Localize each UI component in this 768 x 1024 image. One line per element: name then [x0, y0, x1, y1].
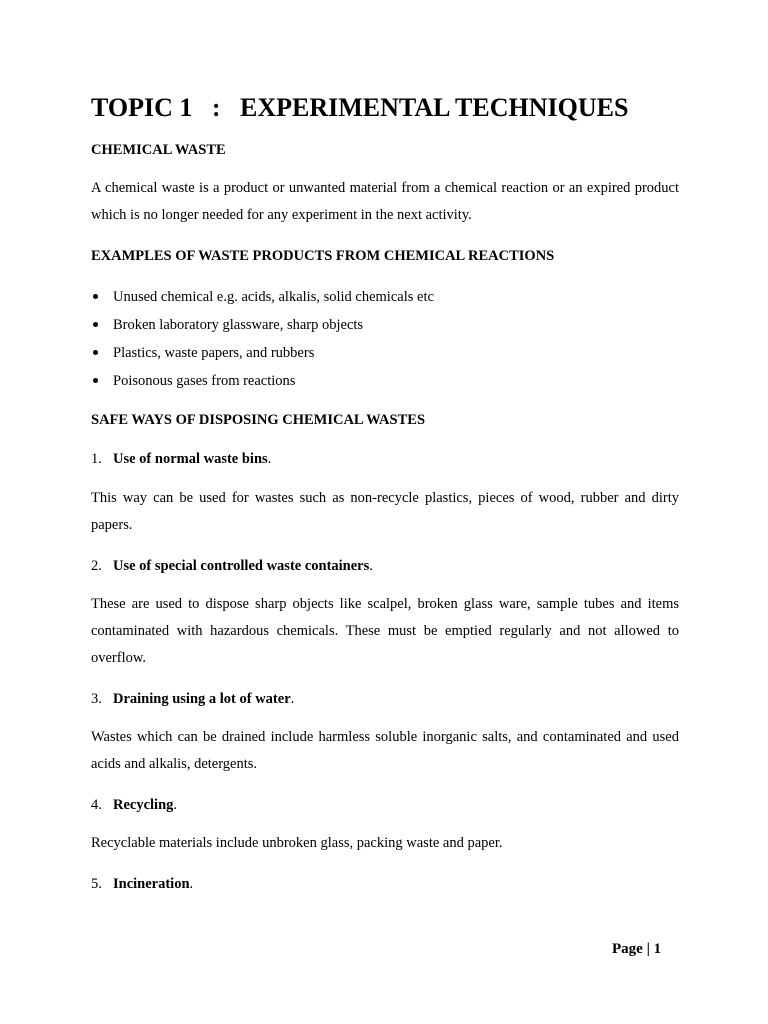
disposal-method-1-description: This way can be used for wastes such as non-recycle plastics, pieces of wood, rubber and dirty papers.: [91, 490, 679, 533]
disposal-method-2-description: These are used to dispose sharp objects like scalpel, broken glass ware, sample tubes and items contaminated with hazardous chemicals. These must be emptied regularly and not allowed to overflow.: [91, 596, 679, 666]
examples-bullet-list: [91, 288, 679, 400]
page-title: TOPIC 1 : EXPERIMENTAL TECHNIQUES: [91, 93, 629, 122]
list-item: Unused chemical e.g. acids, alkalis, solid chemicals etc: [91, 288, 679, 316]
disposal-method-2: 2. Use of special controlled waste containers.: [91, 558, 373, 574]
paragraph-chemical-waste-definition: A chemical waste is a product or unwanted material from a chemical reaction or an expired product which is no longer needed for any experiment in the next activity.: [91, 180, 679, 223]
list-item: Poisonous gases from reactions: [91, 372, 679, 400]
page-separator: |: [646, 941, 650, 957]
page-footer: [612, 941, 661, 958]
heading-safe-disposal: SAFE WAYS OF DISPOSING CHEMICAL WASTES: [91, 412, 426, 428]
page-label: Page: [612, 941, 643, 957]
disposal-method-5: 5. Incineration.: [91, 876, 194, 892]
bullet-icon: [93, 350, 98, 355]
disposal-method-1: 1. Use of normal waste bins.: [91, 451, 272, 467]
disposal-method-3-description: Wastes which can be drained include harmless soluble inorganic salts, and contaminated and used acids and alkalis, detergents.: [91, 729, 679, 772]
disposal-method-3: 3. Draining using a lot of water.: [91, 691, 295, 707]
list-item: Plastics, waste papers, and rubbers: [91, 344, 679, 372]
bullet-icon: [93, 322, 98, 327]
bullet-icon: [93, 378, 98, 383]
heading-examples-waste-products: EXAMPLES OF WASTE PRODUCTS FROM CHEMICAL REACTIONS: [91, 248, 555, 264]
disposal-method-4-description: Recyclable materials include unbroken glass, packing waste and paper.: [91, 835, 503, 851]
disposal-method-4: 4. Recycling.: [91, 797, 178, 813]
heading-chemical-waste: CHEMICAL WASTE: [91, 142, 226, 158]
page-number: 1: [653, 941, 662, 957]
bullet-icon: [93, 294, 98, 299]
list-item: Broken laboratory glassware, sharp objects: [91, 316, 679, 344]
